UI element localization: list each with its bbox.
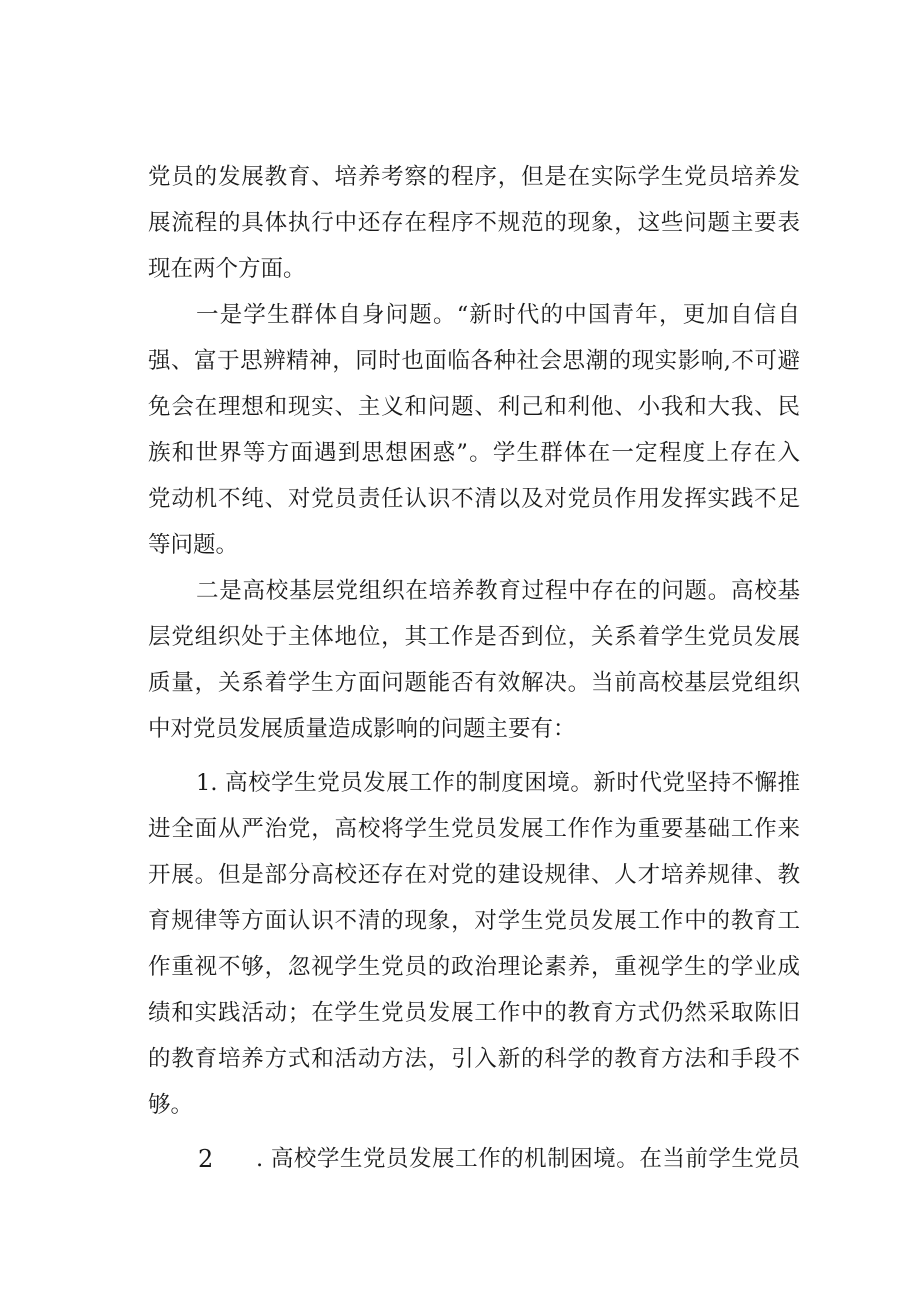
paragraph-2-line-5: 党动机不纯、对党员责任认识不清以及对党员作用发挥实践不足 (148, 486, 800, 512)
paragraph-2-line-6: 等问题。 (148, 532, 239, 558)
paragraph-3-line-3: 质量，关系着学生方面问题能否有效解决。当前高校基层党组织 (148, 670, 800, 696)
paragraph-4-line-3: 开展。但是部分高校还存在对党的建设规律、人才培养规律、教 (148, 862, 800, 888)
paragraph-4-line-4: 育规律等方面认识不清的现象，对学生党员发展工作中的教育工 (148, 908, 800, 934)
paragraph-2-line-2: 强、富于思辨精神，同时也面临各种社会思潮的现实影响,不可避 (148, 348, 800, 374)
paragraph-4-line-7: 的教育培养方式和活动方法，引入新的科学的教育方法和手段不 (148, 1046, 800, 1072)
paragraph-2-line-1: 一是学生群体自身问题。“新时代的中国青年，更加自信自 (196, 302, 800, 328)
paragraph-1-line-3: 现在两个方面。 (148, 256, 306, 282)
paragraph-1-line-1: 党员的发展教育、培养考察的程序，但是在实际学生党员培养发 (148, 164, 800, 190)
paragraph-3-line-4: 中对党员发展质量造成影响的问题主要有： (148, 716, 576, 742)
paragraph-4-line-8: 够。 (148, 1092, 194, 1118)
paragraph-2-line-4: 族和世界等方面遇到思想困惑”。学生群体在一定程度上存在入 (148, 440, 800, 466)
paragraph-4-line-2: 进全面从严治党，高校将学生党员发展工作作为重要基础工作来 (148, 816, 800, 842)
paragraph-4-line-5: 作重视不够，忽视学生党员的政治理论素养，重视学生的学业成 (148, 954, 800, 980)
paragraph-2-line-3: 免会在理想和现实、主义和问题、利己和利他、小我和大我、民 (148, 394, 800, 420)
paragraph-4-line-1: 1. 高校学生党员发展工作的制度困境。新时代党坚持不懈推 (196, 770, 800, 796)
paragraph-4-line-6: 绩和实践活动；在学生党员发展工作中的教育方式仍然采取陈旧 (148, 1000, 800, 1026)
paragraph-3-line-2: 层党组织处于主体地位，其工作是否到位，关系着学生党员发展 (148, 624, 800, 650)
paragraph-3-line-1: 二是高校基层党组织在培养教育过程中存在的问题。高校基 (196, 578, 800, 604)
paragraph-5-line-1: . 高校学生党员发展工作的机制困境。在当前学生党员 (256, 1146, 800, 1172)
paragraph-1-line-2: 展流程的具体执行中还存在程序不规范的现象，这些问题主要表 (148, 210, 800, 236)
section-number: 2 (198, 1145, 214, 1173)
